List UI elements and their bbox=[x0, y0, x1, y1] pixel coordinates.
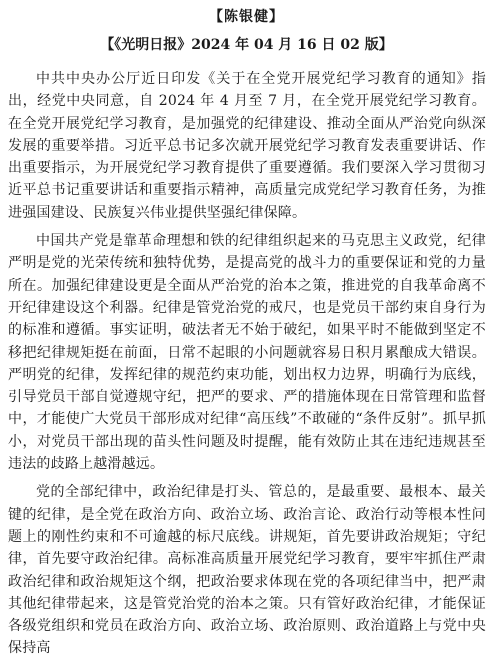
author-name: 【陈银健】 bbox=[209, 9, 284, 25]
paragraph: 党的全部纪律中，政治纪律是打头、管总的，是最重要、最根本、最关键的纪律，是全党在政治方向、政治立场、政治言论、政治行动等根本性问题上的刚性约束和不可逾越的标尺底线。讲规矩，首先要讲政治规矩；守纪律，首先要守政治纪律。高标准高质量开展党纪学习教育，要牢牢抓住严肃政治纪律和政治规矩这个纲，把政治要求体现在党的各项纪律当中，把严肃其他纪律带起来，这是管党治党的治本之策。只有管好政治纪律，才能保证各级党组织和党员在政治方向、政治立场、政治原则、政治道路上与党中央保持高 bbox=[8, 484, 486, 657]
publication-source: 【《光明日报》2024 年 04 月 16 日 02 版】 bbox=[100, 37, 393, 53]
article-body bbox=[8, 68, 486, 666]
paragraph: 中共中央办公厅近日印发《关于在全党开展党纪学习教育的通知》指出，经党中央同意，自 2024 年 4 月至 7 月，在全党开展党纪学习教育。在全党开展党纪学习教育，是加强党的纪律建设、推动全面从严治党向纵深发展的重要举措。习近平总书记多次就开展党纪学习教育发表重要讲话、作出重要指示，为开展党纪学习教育提供了重要遵循。我们要深入学习贯彻习近平总书记重要讲话和重要指示精神，高质量完成党纪学习教育任务，为推进强国建设、民族复兴伟业提供坚强纪律保障。 bbox=[8, 71, 486, 221]
paragraph: 中国共产党是靠革命理想和铁的纪律组织起来的马克思主义政党，纪律严明是党的光荣传统和独特优势，是提高党的战斗力的重要保证和党的力量所在。加强纪律建设更是全面从严治党的治本之策，推进党的自我革命离不开纪律建设这个利器。纪律是管党治党的戒尺，也是党员干部约束自身行为的标准和遵循。事实证明，破法者无不始于破纪，如果平时不能做到坚定不移把纪律规矩挺在前面，日常不起眼的小问题就容易日积月累酿成大错误。严明党的纪律，发挥纪律的规范约束功能，划出权力边界，明确行为底线，引导党员干部自觉遵规守纪，把严的要求、严的措施体现在日常管理和监督中，才能使广大党员干部形成对纪律“高压线”不敢碰的“条件反射”。抓早抓小，对党员干部出现的苗头性问题及时提醒，能有效防止其在违纪违规甚至违法的歧路上越滑越远。 bbox=[8, 233, 486, 473]
